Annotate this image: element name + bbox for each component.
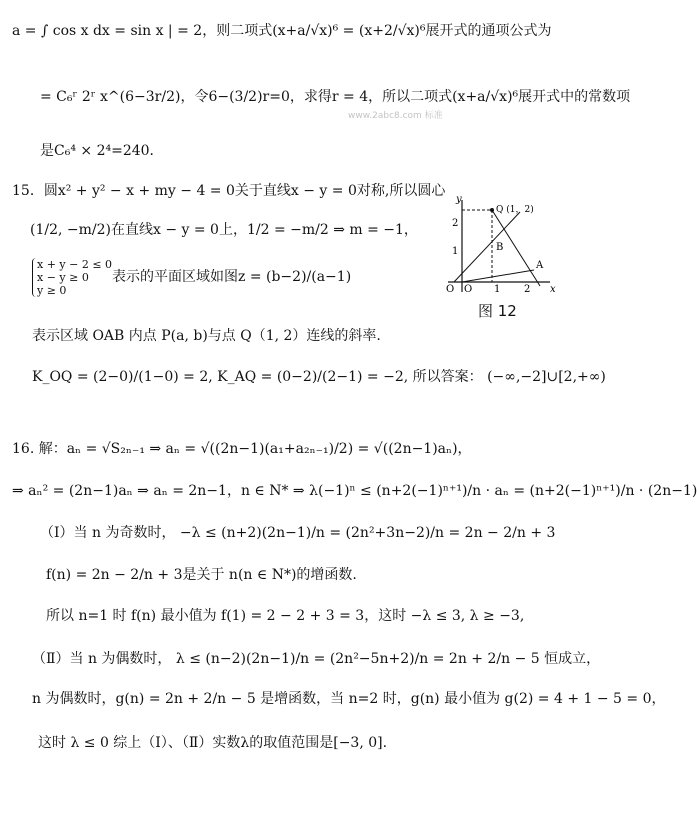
- point-q: [490, 208, 494, 212]
- problem-14-line-2: = C₆ʳ 2ʳ x^(6−3r/2)，令6−(3/2)r=0，求得r = 4，所以二项式(x+a/√x)⁶展开式中的常数项: [40, 89, 631, 105]
- inequality-3: y ≥ 0: [37, 284, 67, 297]
- label-1-y: 1: [452, 246, 459, 257]
- problem-15-line-2: (1/2, −m/2)在直线x − y = 0上，1/2 = −m/2 ⇒ m = −1，: [30, 222, 418, 238]
- problem-16-line-8: 这时 λ ≤ 0 综上（Ⅰ）、（Ⅱ）实数λ的取值范围是[−3, 0].: [38, 735, 388, 751]
- segment-oa: [462, 270, 534, 282]
- problem-15-line-5: K_OQ = (2−0)/(1−0) = 2, K_AQ = (0−2)/(2−1) = −2, 所以答案： (−∞,−2]∪[2,+∞): [32, 369, 606, 385]
- figure-caption: 图 12: [478, 302, 517, 320]
- problem-16-line-2: ⇒ aₙ² = (2n−1)aₙ ⇒ aₙ = 2n−1，n ∈ N* ⇒ λ(−1)ⁿ ≤ (n+2(−1)ⁿ⁺¹)/n · aₙ = (n+2(−1)ⁿ⁺¹)/n · (2n−1): [12, 483, 697, 499]
- problem-16-line-4: f(n) = 2n − 2/n + 3是关于 n(n ∈ N*)的增函数.: [46, 567, 357, 583]
- inequality-1: x + y − 2 ≤ 0: [37, 258, 113, 271]
- problem-16-line-6: （Ⅱ）当 n 为偶数时， λ ≤ (n−2)(2n−1)/n = (2n²−5n+2)/n = 2n + 2/n − 5 恒成立，: [32, 651, 601, 667]
- label-2-x: 2: [524, 284, 531, 295]
- label-x: x: [550, 284, 556, 295]
- problem-14-line-1: a = ∫ cos x dx = sin x | = 2，则二项式(x+a/√x)⁶ = (x+2/√x)⁶展开式的通项公式为: [12, 23, 552, 39]
- problem-14-line-3: 是C₆⁴ × 2⁴=240．: [40, 143, 164, 159]
- problem-16-line-1: 16. 解：aₙ = √S₂ₙ₋₁ ⇒ aₙ = √((2n−1)(a₁+a₂ₙ₋₁)/2) = √((2n−1)aₙ)，: [12, 441, 472, 457]
- inequality-system: [32, 258, 112, 297]
- label-2-y: 2: [452, 218, 459, 229]
- label-q: Q (1，2): [496, 205, 534, 215]
- label-1-x: 1: [494, 284, 501, 295]
- line-x-eq-y: [454, 212, 520, 282]
- problem-15-line-1: 15．圆x² + y² − x + my − 4 = 0关于直线x − y = 0对称,所以圆心: [12, 183, 446, 199]
- inequality-2: x − y ≥ 0: [37, 271, 89, 284]
- label-a: A: [536, 260, 544, 271]
- problem-16-line-5: 所以 n=1 时 f(n) 最小值为 f(1) = 2 − 2 + 3 = 3，这时 −λ ≤ 3, λ ≥ −3,: [46, 608, 525, 624]
- label-o-2: O: [464, 284, 473, 295]
- watermark: www.2abc8.com 标准: [348, 111, 443, 121]
- problem-16-line-7: n 为偶数时，g(n) = 2n + 2/n − 5 是增函数，当 n=2 时，g(n) 最小值为 g(2) = 4 + 1 − 5 = 0，: [32, 691, 666, 707]
- problem-15-line-3: 表示的平面区域如图z = (b−2)/(a−1): [112, 269, 352, 285]
- label-y: y: [456, 194, 462, 205]
- problem-15-line-4: 表示区域 OAB 内点 P(a, b)与点 Q（1, 2）连线的斜率.: [32, 328, 381, 344]
- problem-16-line-3: （Ⅰ）当 n 为奇数时， −λ ≤ (n+2)(2n−1)/n = (2n²+3n−2)/n = 2n − 2/n + 3: [40, 525, 556, 541]
- label-b: B: [496, 242, 504, 253]
- label-o-1: O: [446, 284, 455, 295]
- problem-15-system: [32, 258, 112, 297]
